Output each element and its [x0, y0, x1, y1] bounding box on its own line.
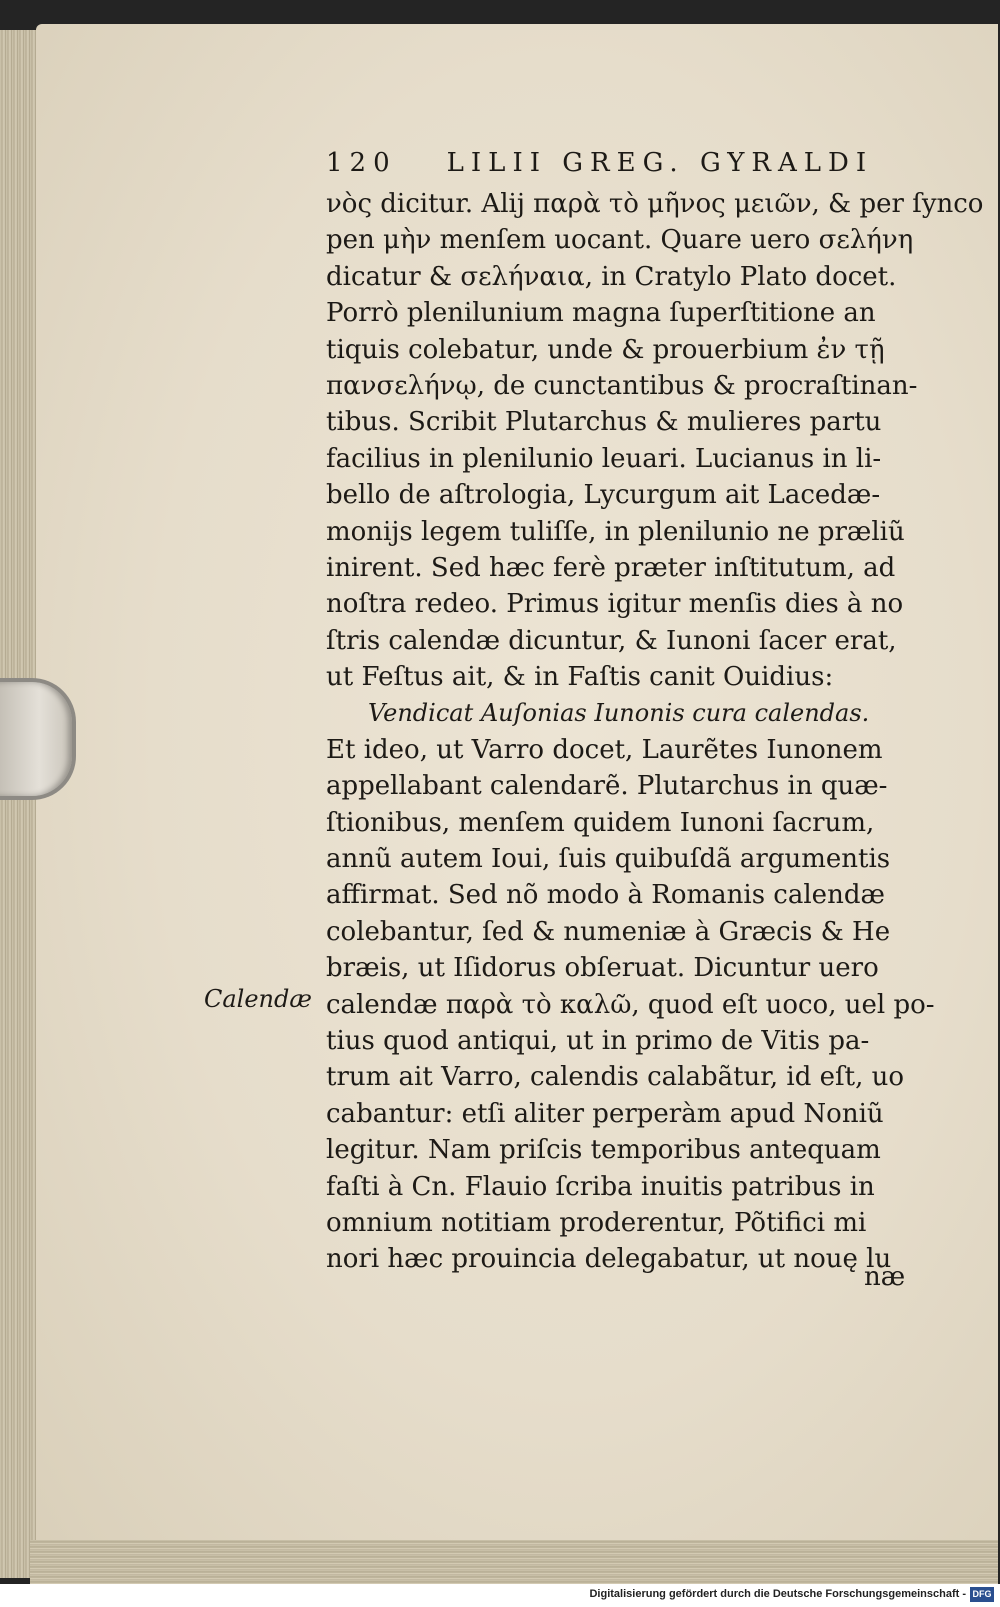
verse-quote: Vendicat Auſonias Iunonis cura calendas. [368, 699, 870, 728]
text-line: bræis, ut Iſidorus obſeruat. Dicuntur uero [326, 953, 879, 984]
text-line: νὸς dicitur. Alij παρὰ τὸ μῆνος μειῶν, & per ſynco [326, 189, 984, 219]
text-line: tiquis colebatur, unde & prouerbium ἐν τῇ [326, 334, 885, 365]
dfg-logo: DFG [970, 1587, 994, 1602]
text-line: faſti à Cn. Flauio ſcriba inuitis patribus in [326, 1171, 875, 1202]
text-line: πανσελήνῳ, de cunctantibus & procraſtinan- [326, 370, 918, 401]
text-line: tius quod antiqui, ut in primo de Vitis pa- [326, 1025, 870, 1056]
text-line: ſtionibus, menſem quidem Iunoni ſacrum, [326, 807, 875, 838]
text-line: cabantur: etſi aliter perperàm apud Noniũ [326, 1098, 884, 1129]
text-line: Porrò plenilunium magna ſuperſtitione an [326, 298, 876, 329]
footer-strip [0, 1584, 1000, 1607]
text-line: bello de aſtrologia, Lycurgum ait Lacedæ- [326, 480, 881, 511]
text-line: inirent. Sed hæc ferè præter inſtitutum, ad [326, 552, 896, 583]
book-clip [0, 678, 76, 800]
text-line: dicatur & σελήναια, in Cratylo Plato docet. [326, 261, 897, 292]
page-number: 120 [326, 148, 397, 178]
catchword: næ [864, 1262, 906, 1292]
text-line: affirmat. Sed nõ modo à Romanis calendæ [326, 880, 885, 911]
text-line: calendæ παρὰ τὸ καλῶ, quod eſt uoco, uel po- [326, 989, 935, 1020]
running-header [326, 140, 916, 186]
text-line: annũ autem Ioui, ſuis quibuſdã argumentis [326, 844, 891, 875]
text-line: Et ideo, ut Varro docet, Laurẽtes Iunonem [326, 734, 883, 765]
footer-credit: Digitalisierung gefördert durch die Deutsche Forschungsgemeinschaft - [589, 1588, 966, 1600]
text-line: legitur. Nam priſcis temporibus antequam [326, 1135, 881, 1166]
text-line: omnium notitiam proderentur, Põtifici mi [326, 1207, 867, 1238]
text-line: noſtra redeo. Primus igitur menſis dies à no [326, 589, 904, 620]
text-line: tibus. Scribit Plutarchus & mulieres partu [326, 407, 882, 438]
text-line: appellabant calendarẽ. Plutarchus in quæ- [326, 771, 888, 802]
page-edges-bottom [30, 1540, 998, 1584]
text-block [326, 140, 984, 1278]
margin-note: Calendæ [204, 985, 312, 1013]
text-line: trum ait Varro, calendis calabãtur, id eſt, uo [326, 1062, 905, 1093]
text-line: colebantur, ſed & numeniæ à Græcis & He [326, 916, 891, 947]
text-line: monijs legem tuliſſe, in plenilunio ne præliũ [326, 516, 905, 547]
text-line: pen μὴν menſem uocant. Quare uero σελήνη [326, 225, 914, 256]
text-line: facilius in plenilunio leuari. Lucianus in li- [326, 443, 882, 474]
text-line: nori hæc prouincia delegabatur, ut nouę lu [326, 1244, 892, 1275]
text-line: ſtris calendæ dicuntur, & Iunoni ſacer erat, [326, 625, 897, 656]
running-title: LILII GREG. GYRALDI [446, 148, 874, 178]
text-line: ut Feſtus ait, & in Faſtis canit Ouidius: [326, 662, 834, 693]
